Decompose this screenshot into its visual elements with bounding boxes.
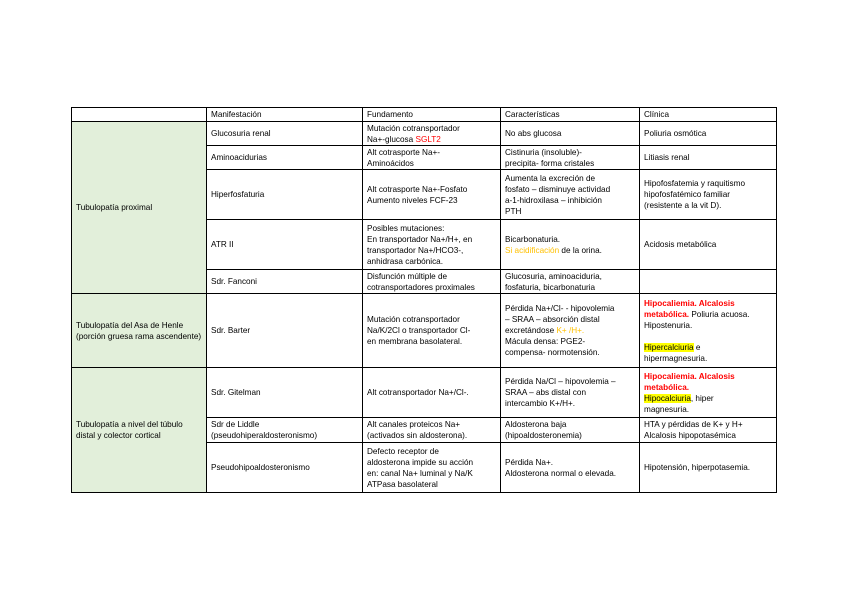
table-row (72, 368, 777, 418)
cell-caracteristicas (501, 146, 640, 170)
red-text: Hipocaliemia. Alcalosis (644, 371, 735, 381)
cell-fundamento (363, 270, 501, 294)
highlighted-text: Hipocalciuria (644, 393, 691, 403)
cell-clinica (640, 122, 777, 146)
cell-clinica (640, 368, 777, 418)
text-line: ATPasa basolateral (367, 479, 438, 489)
group-label-distal: Tubulopatía a nivel del túbulo distal y colector cortical (72, 368, 207, 493)
text-line: a-1-hidroxilasa – inhibición (505, 195, 602, 205)
text-line: Alt cotrasporte Na+- (367, 147, 441, 157)
header-empty (72, 108, 207, 122)
cell-fundamento (363, 294, 501, 368)
text-line: cotransportadores proximales (367, 282, 475, 292)
text-line: SRAA – abs distal con (505, 388, 587, 397)
cell-manifestacion: Hiperfosfaturia (207, 170, 363, 220)
text-line: Litiasis renal (644, 153, 690, 162)
text-line: Poliuria osmótica (644, 129, 707, 138)
cell-fundamento (363, 220, 501, 270)
text-line: (resistente a la vit D). (644, 201, 722, 210)
text-fragment: Na+-glucosa (367, 134, 416, 144)
text-line: en: canal Na+ luminal y Na/K (367, 468, 473, 478)
text-line: Acidosis metabólica (644, 240, 717, 249)
group-label-proximal: Tubulopatía proximal (72, 122, 207, 294)
cell-fundamento (363, 368, 501, 418)
text-line: Posibles mutaciones: (367, 223, 445, 233)
text-line: Alt canales proteicos Na+ (367, 420, 461, 429)
cell-fundamento (363, 418, 501, 443)
cell-manifestacion: Sdr. Barter (207, 294, 363, 368)
text-line: Mutación cotransportador (367, 315, 460, 324)
text-line: en membrana basolateral. (367, 337, 463, 346)
text-line: fosfaturia, bicarbonaturia (505, 282, 596, 292)
cell-caracteristicas (501, 294, 640, 368)
cell-manifestacion: Glucosuria renal (207, 122, 363, 146)
cell-caracteristicas (501, 122, 640, 146)
text-line: Glucosuria, aminoaciduria, (505, 271, 602, 281)
cell-manifestacion: Sdr. Gitelman (207, 368, 363, 418)
cell-caracteristicas (501, 220, 640, 270)
cell-caracteristicas (501, 170, 640, 220)
text-line: Aldosterona normal o elevada. (505, 468, 617, 478)
cell-clinica (640, 418, 777, 443)
text-line: precipita- forma cristales (505, 158, 595, 168)
cell-caracteristicas (501, 443, 640, 493)
text-line: transportador Na+/HCO3-, (367, 245, 464, 255)
text-line: intercambio K+/H+. (505, 399, 576, 408)
table-row (72, 294, 777, 368)
cell-manifestacion: Aminoacidurias (207, 146, 363, 170)
cell-clinica (640, 270, 777, 294)
text-line: Aminoácidos (367, 158, 414, 168)
text-line: – SRAA – absorción distal (505, 315, 600, 324)
cell-fundamento (363, 122, 501, 146)
text-line: Alt cotransportador Na+/Cl-. (367, 388, 469, 397)
tubulopathy-table (71, 107, 777, 493)
cell-manifestacion: Sdr. Fanconi (207, 270, 363, 294)
cell-manifestacion: Sdr de Liddle (pseudohiperaldosteronismo) (207, 418, 363, 443)
red-text: SGLT2 (415, 134, 441, 144)
text-fragment: Poliuria acuosa. (689, 309, 750, 319)
cell-clinica (640, 443, 777, 493)
table-row (72, 122, 777, 146)
cell-manifestacion: ATR II (207, 220, 363, 270)
text-line: Pérdida Na+/Cl- - hipovolemia (505, 304, 615, 313)
text-line: Hipofosfatemia y raquitismo (644, 179, 746, 188)
text-line: Aumento niveles FCF-23 (367, 195, 458, 205)
text-line: fosfato – disminuye actividad (505, 184, 611, 194)
text-line: Hipotensión, hiperpotasemia. (644, 463, 751, 472)
text-line: Bicarbonaturia. (505, 234, 561, 244)
cell-fundamento (363, 443, 501, 493)
text-line: hipermagnesuria. (644, 353, 708, 363)
text-fragment: e (693, 342, 701, 352)
text-line: Hipostenuria. (644, 320, 693, 330)
red-text: metabólica. (644, 382, 690, 392)
text-line: Alcalosis hipopotasémica (644, 431, 736, 440)
cell-caracteristicas (501, 418, 640, 443)
gold-text: Si acidificación (505, 245, 560, 255)
text-line: Defecto receptor de (367, 446, 439, 456)
text-line: Mutación cotransportador (367, 123, 460, 133)
header-clinica: Clínica (640, 108, 777, 122)
text-line: magnesuria. (644, 404, 690, 414)
text-line: Na/K/2Cl o transportador Cl- (367, 326, 471, 335)
text-line: HTA y pérdidas de K+ y H+ (644, 420, 743, 429)
text-fragment: de la orina. (559, 245, 602, 255)
text-line: PTH (505, 206, 522, 216)
text-fragment: , hiper (690, 393, 714, 403)
group-label-henle: Tubulopatía del Asa de Henle (porción gruesa rama ascendente) (72, 294, 207, 368)
text-line: anhidrasa carbónica. (367, 256, 444, 266)
header-caracteristicas: Características (501, 108, 640, 122)
cell-fundamento (363, 170, 501, 220)
text-line: Pérdida Na+. (505, 457, 554, 467)
text-line: Cistinuria (insoluble)- (505, 147, 582, 157)
text-fragment: excretándose (505, 326, 557, 335)
text-line: hipofosfatémico familiar (644, 190, 731, 199)
cell-manifestacion: Pseudohipoaldosteronismo (207, 443, 363, 493)
text-line: Aumenta la excreción de (505, 173, 596, 183)
text-line: Aldosterona baja (505, 420, 567, 429)
text-line: Disfunción múltiple de (367, 271, 448, 281)
highlighted-text: Hipercalciuria (644, 342, 694, 352)
text-line: compensa- normotensión. (505, 348, 600, 357)
text-line: Pérdida Na/Cl – hipovolemia – (505, 377, 616, 386)
gold-text: K+ /H+. (556, 326, 585, 335)
cell-clinica (640, 220, 777, 270)
text-line: Alt cotrasporte Na+-Fosfato (367, 184, 468, 194)
header-manifestacion: Manifestación (207, 108, 363, 122)
header-row (72, 108, 777, 122)
cell-caracteristicas (501, 368, 640, 418)
text-line: No abs glucosa (505, 129, 562, 138)
text-line: aldosterona impide su acción (367, 457, 474, 467)
cell-clinica (640, 170, 777, 220)
text-line: En transportador Na+/H+, en (367, 234, 473, 244)
header-fundamento: Fundamento (363, 108, 501, 122)
cell-caracteristicas (501, 270, 640, 294)
text-line: Mácula densa: PGE2- (505, 337, 586, 346)
text-line: (hipoaldosteronemia) (505, 431, 582, 440)
cell-clinica (640, 294, 777, 368)
cell-clinica (640, 146, 777, 170)
text-line: (activados sin aldosterona). (367, 431, 468, 440)
cell-fundamento (363, 146, 501, 170)
red-text: Hipocaliemia. Alcalosis (644, 298, 735, 308)
red-text: metabólica. (644, 309, 690, 319)
